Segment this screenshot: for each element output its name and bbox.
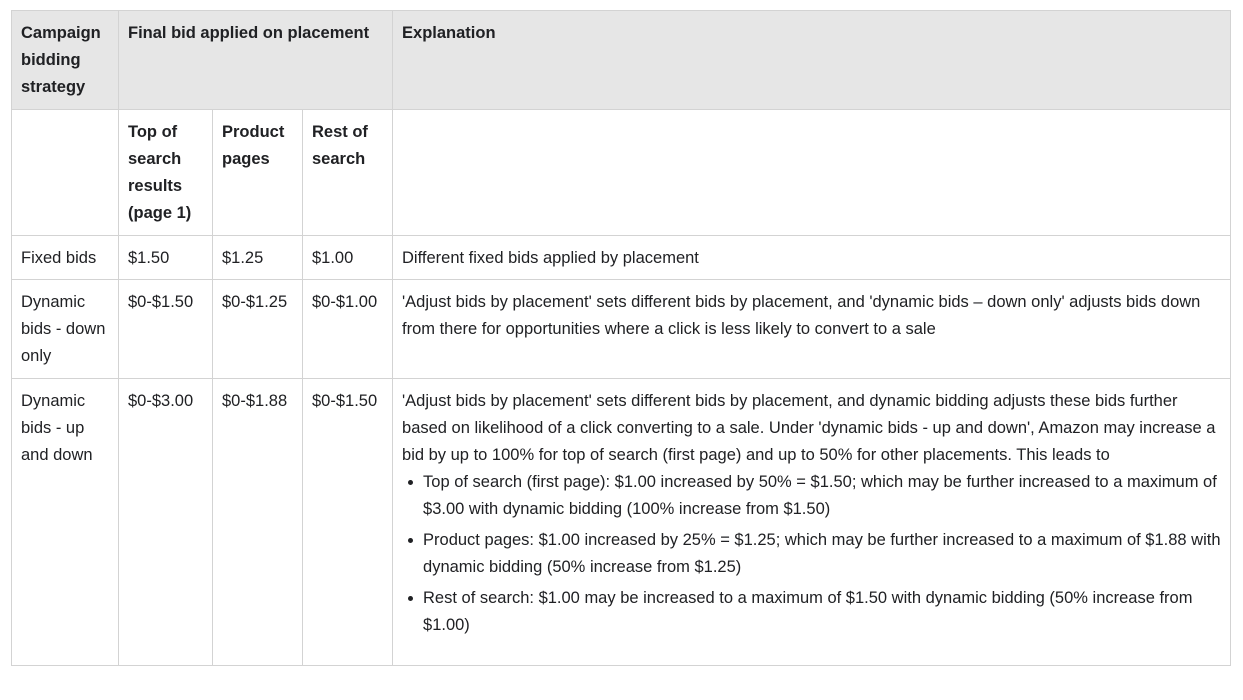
subheader-product-pages: Product pages bbox=[213, 110, 303, 236]
row-product-bid: $1.25 bbox=[213, 236, 303, 280]
explanation-bullet-list bbox=[402, 469, 1221, 639]
row-explanation-cell bbox=[393, 379, 1231, 666]
row-rest-bid: $0-$1.00 bbox=[303, 280, 393, 379]
subheader-top-of-search: Top of search results (page 1) bbox=[119, 110, 213, 236]
subheader-rest-of-search: Rest of search bbox=[303, 110, 393, 236]
bidding-strategy-table bbox=[11, 10, 1231, 666]
header-strategy: Campaign bidding strategy bbox=[12, 11, 119, 110]
row-rest-bid: $1.00 bbox=[303, 236, 393, 280]
row-strategy: Fixed bids bbox=[12, 236, 119, 280]
row-rest-bid: $0-$1.50 bbox=[303, 379, 393, 666]
row-explanation: 'Adjust bids by placement' sets different bids by placement, and dynamic bidding adjusts these bids further based on likelihood of a click converting to a sale. Under 'dynamic bids - up and down', Amazon may increase a bid by up to 100% for top of search (first page) and up to 50% for other placements. This leads to bbox=[402, 392, 1216, 464]
row-top-bid: $0-$1.50 bbox=[119, 280, 213, 379]
list-item: Rest of search: $1.00 may be increased to a maximum of $1.50 with dynamic bidding (50% increase from $1.00) bbox=[423, 585, 1221, 639]
table-row bbox=[12, 379, 1231, 666]
row-strategy: Dynamic bids - down only bbox=[12, 280, 119, 379]
row-strategy: Dynamic bids - up and down bbox=[12, 379, 119, 666]
list-item: Top of search (first page): $1.00 increased by 50% = $1.50; which may be further increased to a maximum of $3.00 with dynamic bidding (100% increase from $1.50) bbox=[423, 469, 1221, 523]
row-explanation: Different fixed bids applied by placement bbox=[393, 236, 1231, 280]
header-final-bid: Final bid applied on placement bbox=[119, 11, 393, 110]
row-top-bid: $1.50 bbox=[119, 236, 213, 280]
table-subheader-row bbox=[12, 110, 1231, 236]
header-explanation: Explanation bbox=[393, 11, 1231, 110]
subheader-empty-cell bbox=[12, 110, 119, 236]
row-product-bid: $0-$1.88 bbox=[213, 379, 303, 666]
row-product-bid: $0-$1.25 bbox=[213, 280, 303, 379]
row-top-bid: $0-$3.00 bbox=[119, 379, 213, 666]
table-row bbox=[12, 280, 1231, 379]
subheader-empty-cell bbox=[393, 110, 1231, 236]
row-explanation: 'Adjust bids by placement' sets different bids by placement, and 'dynamic bids – down only' adjusts bids down from there for opportunities where a click is less likely to convert to a sale bbox=[393, 280, 1231, 379]
table-row bbox=[12, 236, 1231, 280]
table-header-row bbox=[12, 11, 1231, 110]
list-item: Product pages: $1.00 increased by 25% = $1.25; which may be further increased to a maximum of $1.88 with dynamic bidding (50% increase from $1.25) bbox=[423, 527, 1221, 581]
